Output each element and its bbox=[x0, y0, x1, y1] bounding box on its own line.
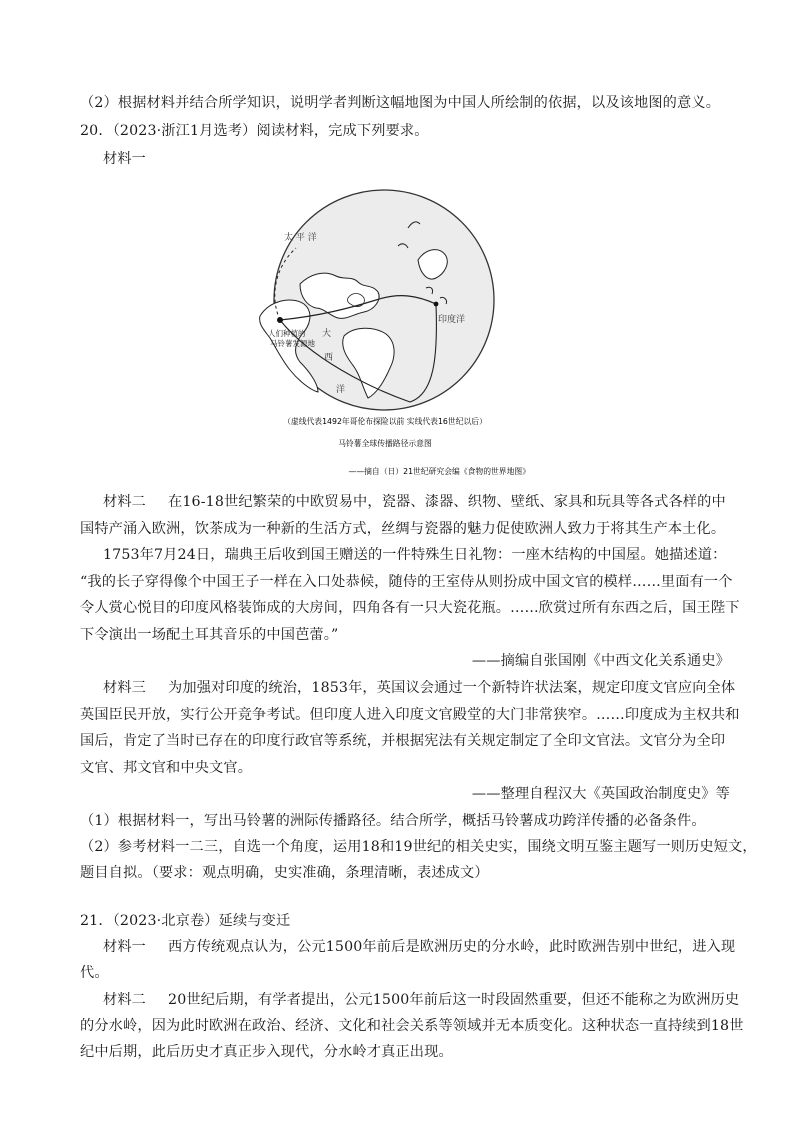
map-source: ——摘自（日）21世纪研究会编《食物的世界地图》 bbox=[348, 467, 530, 476]
origin-marker bbox=[277, 317, 283, 323]
material-3-line-4: 文官、邦文官和中央文官。 bbox=[80, 760, 253, 776]
material-2-text-1: 在16-18世纪繁荣的中欧贸易中，瓷器、漆器、织物、壁纸、家具和玩具等各式各样的中 bbox=[168, 494, 726, 510]
material-2-line-1 bbox=[103, 491, 763, 513]
map-legend: （虚线代表1492年哥伦布探险以前 实线代表16世纪以后） bbox=[283, 417, 487, 426]
map-label-atlantic-3: 洋 bbox=[336, 385, 346, 395]
potato-spread-globe-map bbox=[240, 188, 530, 480]
material-2-line-2: 国特产涌入欧洲，饮茶成为一种新的生活方式，丝绸与瓷器的魅力促使欧洲人致力于将其生产本土化。 bbox=[80, 521, 726, 537]
material-2-source: ——摘编自张国刚《中西文化关系通史》 bbox=[471, 653, 730, 669]
q21-material-2-line-1 bbox=[103, 989, 763, 1011]
q21-material-1-line-1 bbox=[103, 936, 763, 958]
question-20-heading: 20．（2023·浙江1月选考）阅读材料，完成下列要求。 bbox=[80, 123, 429, 139]
q21-material-2-label: 材料二 bbox=[103, 992, 147, 1008]
question-19-part-2: （2）根据材料并结合所学知识，说明学者判断这幅地图为中国人所绘制的依据，以及该地图的意义。 bbox=[80, 95, 721, 111]
material-2-line-5: 令人赏心悦目的印度风格装饰成的大房间，四角各有一只大瓷花瓶。……欣赏过所有东西之后，国王陛下 bbox=[80, 600, 740, 616]
map-label-indian: 印度洋 bbox=[438, 315, 466, 325]
map-note-line-2: 马铃薯发源地 bbox=[270, 339, 315, 348]
material-3-line-1 bbox=[103, 677, 763, 699]
question-21-heading: 21．（2023·北京卷）延续与变迁 bbox=[80, 913, 291, 929]
material-3-text-1: 为加强对印度的统治，1853年，英国议会通过一个新特许状法案，规定印度文官应向全体 bbox=[168, 680, 736, 696]
material-2-line-6: 下令演出一场配土耳其音乐的中国芭蕾。” bbox=[80, 627, 339, 643]
map-label-atlantic-1: 大 bbox=[322, 329, 332, 339]
map-title: 马铃薯全球传播路径示意图 bbox=[338, 439, 432, 448]
material-3-line-3: 国后，肯定了当时已存在的印度行政官等系统，并根据宪法有关规定制定了全印文官法。文官分为全印 bbox=[80, 733, 726, 749]
material-3-label: 材料三 bbox=[103, 680, 147, 696]
q21-material-2-line-3: 纪中后期，此后历史才真正步入现代，分水岭才真正出现。 bbox=[80, 1044, 453, 1060]
q21-material-1-label: 材料一 bbox=[103, 939, 147, 955]
q21-material-1-line-2: 代。 bbox=[80, 965, 109, 981]
map-label-atlantic-2: 西 bbox=[324, 353, 334, 363]
material-3-source: ——整理自程汉大《英国政治制度史》等 bbox=[471, 786, 730, 802]
q21-material-1-text-1: 西方传统观点认为，公元1500年前后是欧洲历史的分水岭，此时欧洲告别中世纪，进入现 bbox=[168, 939, 736, 955]
question-20-part-2-line-1: （2）参考材料一二三，自选一个角度，运用18和19世纪的相关史实，围绕文明互鉴主题写一则历史短文， bbox=[80, 839, 757, 855]
material-2-line-3: 1753年7月24日，瑞典王后收到国王赠送的一件特殊生日礼物：一座木结构的中国屋。她描述道： bbox=[103, 547, 727, 563]
material-3-line-2: 英国臣民开放，实行公开竞争考试。但印度人进入印度文官殿堂的大门非常狭窄。……印度成为主权共和 bbox=[80, 707, 740, 723]
asia-marker bbox=[434, 302, 439, 307]
q21-material-2-text-1: 20世纪后期，有学者提出，公元1500年前后这一时段固然重要，但还不能称之为欧洲历史 bbox=[168, 992, 740, 1008]
material-2-line-4: “我的长子穿得像个中国王子一样在入口处恭候，随侍的王室侍从则扮成中国文官的模样……里面有一个 bbox=[80, 574, 733, 590]
question-20-part-2-line-2: 题目自拟。（要求：观点明确，史实准确，条理清晰，表述成文） bbox=[80, 865, 489, 881]
map-note-line-1: 人们种植的 bbox=[268, 329, 306, 338]
material-2-label: 材料二 bbox=[103, 494, 147, 510]
q21-material-2-line-2: 的分水岭，因为此时欧洲在政治、经济、文化和社会关系等领域并无本质变化。这种状态一直持续到18世 bbox=[80, 1018, 744, 1034]
question-20-part-1: （1）根据材料一，写出马铃薯的洲际传播路径。结合所学，概括马铃薯成功跨洋传播的必备条件。 bbox=[80, 813, 706, 829]
material-1-label: 材料一 bbox=[103, 151, 147, 167]
map-label-pacific: 太 平 洋 bbox=[284, 233, 317, 243]
